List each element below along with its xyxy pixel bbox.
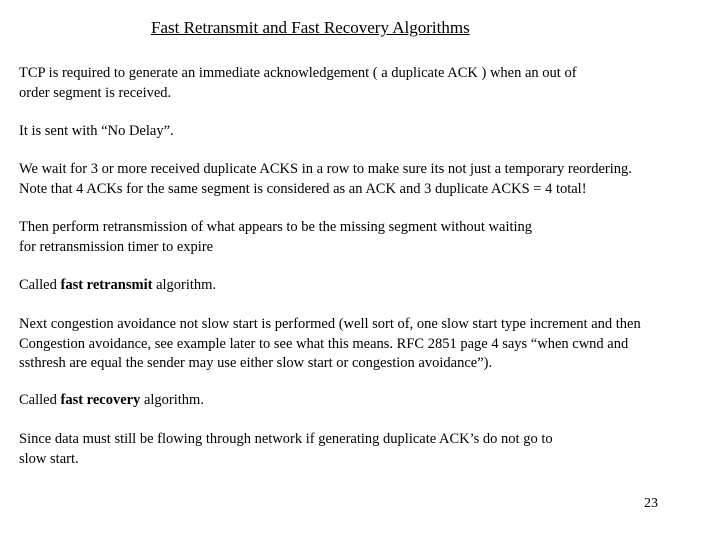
paragraph-line: We wait for 3 or more received duplicate ACKS in a row to make sure its not just a temporary reordering. — [19, 161, 632, 177]
paragraph-retransmission — [19, 218, 714, 257]
paragraph-fast-recovery — [19, 391, 714, 411]
text-prefix: Called — [19, 392, 61, 408]
paragraph-line: Since data must still be flowing through network if generating duplicate ACK’s do not go to — [19, 431, 553, 447]
paragraph-line: Note that 4 ACKs for the same segment is considered as an ACK and 3 duplicate ACKS = 4 total! — [19, 180, 587, 197]
paragraph-line: slow start. — [19, 450, 79, 467]
paragraph-slow-start — [19, 430, 714, 469]
paragraph-line: for retransmission timer to expire — [19, 238, 214, 255]
paragraph-line: Then perform retransmission of what appears to be the missing segment without waiting — [19, 219, 533, 235]
term-fast-recovery: fast recovery — [60, 392, 141, 408]
term-fast-retransmit: fast retransmit — [60, 277, 153, 293]
text-prefix: Called — [19, 277, 61, 293]
paragraph-no-delay — [19, 122, 714, 142]
text-suffix: algorithm. — [140, 392, 204, 408]
text-suffix: algorithm. — [152, 277, 217, 293]
paragraph-duplicate-ack — [19, 64, 714, 103]
paragraph-line: ssthresh are equal the sender may use either slow start or congestion avoidance”). — [19, 355, 493, 371]
paragraph-three-duplicates — [19, 160, 714, 199]
paragraph-line: Next congestion avoidance not slow start is performed (well sort of, one slow start type increment and then — [19, 316, 641, 332]
paragraph-line: Congestion avoidance, see example later to see what this means. RFC 2851 page 4 says “when cwnd and — [19, 335, 629, 352]
paragraph-line: TCP is required to generate an immediate acknowledgement ( a duplicate ACK ) when an out of — [19, 65, 577, 81]
paragraph-line: It is sent with “No Delay”. — [19, 123, 174, 139]
paragraph-congestion-avoidance — [19, 315, 714, 374]
page-number: 23 — [644, 496, 658, 511]
paragraph-line: order segment is received. — [19, 84, 172, 101]
page-title: Fast Retransmit and Fast Recovery Algorithms — [151, 18, 470, 37]
paragraph-fast-retransmit — [19, 276, 714, 296]
